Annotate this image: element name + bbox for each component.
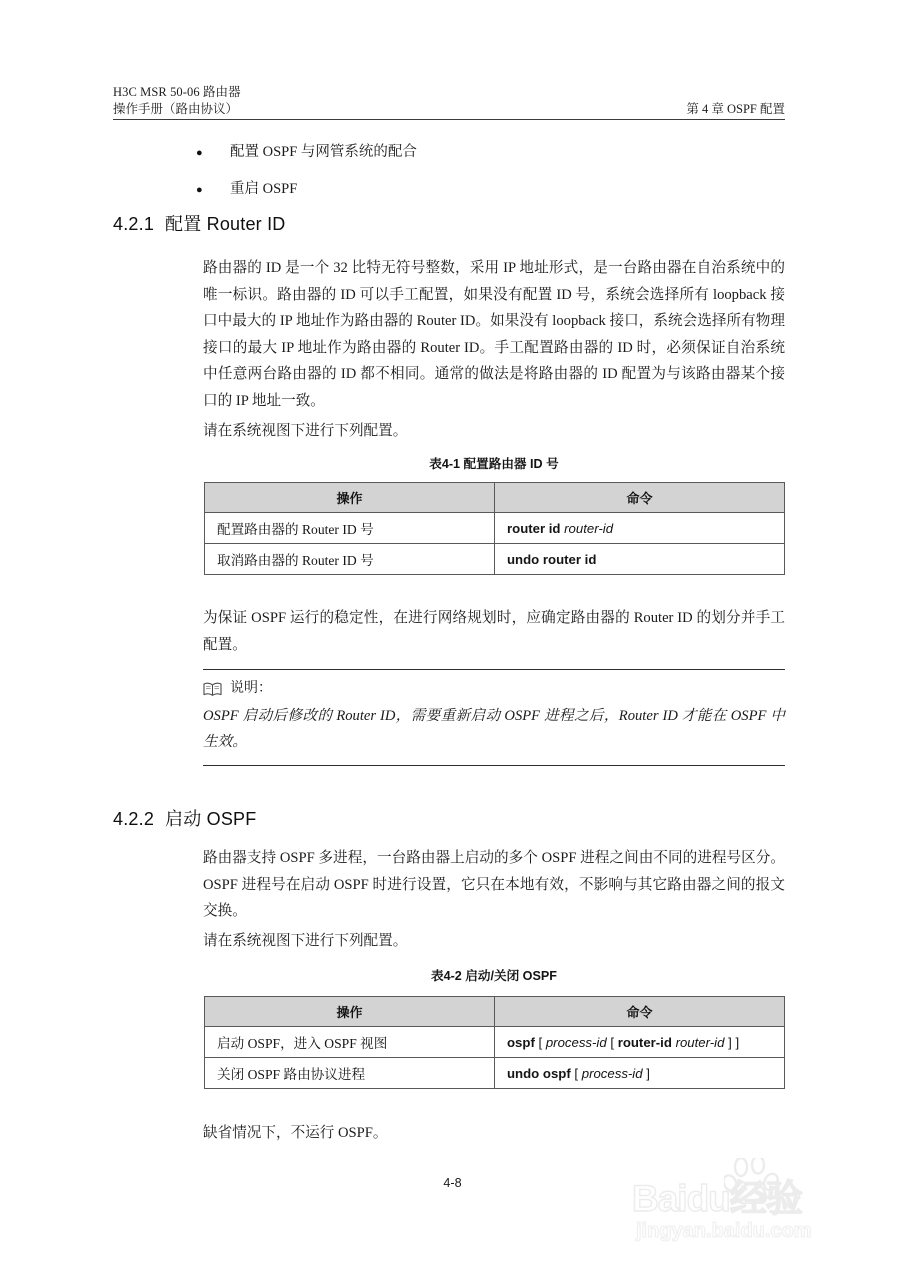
cell-command: undo ospf [ process-id ] — [495, 1058, 785, 1089]
book-icon — [203, 682, 222, 696]
list-item-label: 配置 OSPF 与网管系统的配合 — [230, 144, 417, 160]
table-row — [205, 544, 785, 575]
list-item-label: 重启 OSPF — [230, 181, 298, 197]
header-product-title: H3C MSR 50-06 路由器 — [113, 85, 241, 99]
section-title: 配置 Router ID — [165, 214, 286, 234]
paragraph-system-view-1: 请在系统视图下进行下列配置。 — [203, 423, 408, 439]
table-header-row — [205, 997, 785, 1027]
cell-command: undo router id — [495, 544, 785, 575]
column-header-command: 命令 — [495, 997, 785, 1027]
header-chapter-title: 第 4 章 OSPF 配置 — [686, 102, 785, 116]
page-running-header — [113, 84, 785, 120]
header-left-block — [113, 84, 241, 118]
cell-operation: 取消路由器的 Router ID 号 — [205, 544, 495, 575]
cell-operation: 配置路由器的 Router ID 号 — [205, 513, 495, 544]
note-header — [203, 678, 785, 699]
table-header-row — [205, 483, 785, 513]
paragraph-ospf-multiprocess: 路由器支持 OSPF 多进程，一台路由器上启动的多个 OSPF 进程之间由不同的进程号区分。OSPF 进程号在启动 OSPF 时进行设置，它只在本地有效，不影响与其它路由器之间的报文交换。 — [203, 850, 785, 920]
header-rule — [113, 119, 785, 120]
column-header-operation: 操作 — [205, 483, 495, 513]
list-item — [196, 179, 796, 200]
header-row — [113, 84, 785, 118]
table-row — [205, 513, 785, 544]
table-caption-4-2: 表4-2 启动/关闭 OSPF — [431, 969, 557, 983]
cell-operation: 关闭 OSPF 路由协议进程 — [205, 1058, 495, 1089]
section-heading-421 — [113, 212, 285, 236]
paragraph-router-id-intro: 路由器的 ID 是一个 32 比特无符号整数，采用 IP 地址形式，是一台路由器在自治系统中的唯一标识。路由器的 ID 可以手工配置，如果没有配置 ID 号，系统会选择所有 loopback 接口中最大的 IP 地址作为路由器的 Router ID。如果没有 loopback 接口，系统会选择所有物理接口的最大 IP 地址作为路由器的 Router ID。手工配置路由器的 ID 时，必须保证自治系统中任意两台路由器的 ID 都不相同。通常的做法是将路由器的 ID 配置为与该路由器某个接口的 IP 地址一致。 — [203, 260, 785, 409]
bullet-marker-icon: ● — [196, 147, 203, 159]
config-table-4-2 — [204, 996, 785, 1089]
column-header-command: 命令 — [495, 483, 785, 513]
note-block — [203, 669, 785, 766]
header-manual-title: 操作手册（路由协议） — [113, 102, 239, 116]
paragraph-default-no-ospf: 缺省情况下，不运行 OSPF。 — [203, 1125, 388, 1141]
section-number: 4.2.1 — [113, 214, 155, 234]
column-header-operation: 操作 — [205, 997, 495, 1027]
watermark — [632, 1158, 894, 1258]
list-item — [196, 142, 796, 163]
note-body: OSPF 启动后修改的 Router ID，需要重新启动 OSPF 进程之后，Router ID 才能在 OSPF 中生效。 — [203, 708, 785, 750]
watermark-url: jingyan.baidu.com — [636, 1220, 812, 1242]
paragraph-router-id-stability: 为保证 OSPF 运行的稳定性，在进行网络规划时，应确定路由器的 Router ID 的划分并手工配置。 — [203, 610, 785, 653]
section-heading-422 — [113, 807, 256, 831]
paragraph-system-view-2: 请在系统视图下进行下列配置。 — [203, 933, 408, 949]
watermark-brand: Baidu经验 — [632, 1178, 802, 1219]
table-row — [205, 1027, 785, 1058]
note-label: 说明： — [230, 681, 272, 696]
section-title: 启动 OSPF — [165, 809, 257, 829]
config-table-4-1 — [204, 482, 785, 575]
section-number: 4.2.2 — [113, 809, 155, 829]
page-number: 4-8 — [443, 1176, 462, 1190]
bullet-list — [196, 142, 796, 216]
bullet-marker-icon: ● — [196, 184, 203, 196]
table-row — [205, 1058, 785, 1089]
table-caption-4-1: 表4-1 配置路由器 ID 号 — [429, 457, 559, 471]
cell-command: router id router-id — [495, 513, 785, 544]
cell-command: ospf [ process-id [ router-id router-id ] ] — [495, 1027, 785, 1058]
cell-operation: 启动 OSPF，进入 OSPF 视图 — [205, 1027, 495, 1058]
